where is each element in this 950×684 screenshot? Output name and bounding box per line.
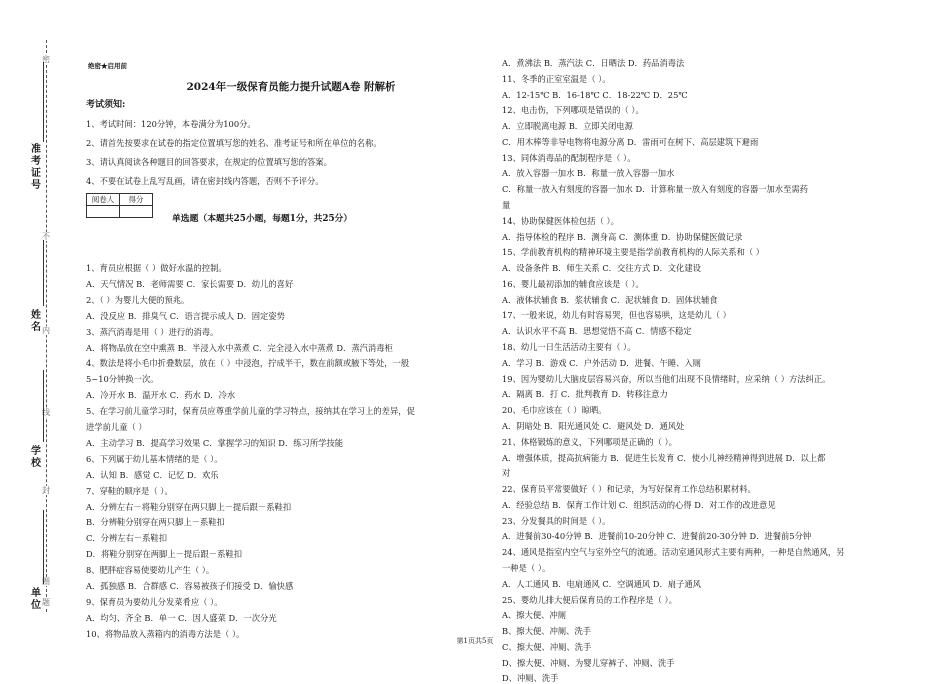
question-line: A．液体状辅食 B．浆状辅食 C．泥状辅食 D．固体状辅食 bbox=[502, 294, 718, 305]
question-line: 6、下列属于幼儿基本情绪的是（ ）。 bbox=[86, 453, 223, 464]
question-line: 24、通风是指室内空气与室外空气的流通。活动室通风形式主要有两种，一种是自然通风，另 bbox=[502, 547, 845, 558]
question-line: A．煮沸法 B．蒸汽法 C．日晒法 D．药品消毒法 bbox=[502, 58, 685, 68]
score-table-score-blank[interactable] bbox=[120, 206, 153, 218]
question-line: A．经验总结 B．保育工作计划 C．组织活动的心得 D．对工作的改进意见 bbox=[502, 499, 776, 510]
question-line: A．隔离 B．打 C．批判教育 D．转移注意力 bbox=[502, 389, 668, 400]
question-line: A．人工通风 B．电扇通风 C．空调通风 D．扇子通风 bbox=[502, 578, 701, 589]
question-line: A．均匀、齐全 B．单一 C．因人盛菜 D．一次分光 bbox=[86, 612, 277, 623]
section-heading: 单选题（本题共25小题，每题1分，共25分） bbox=[172, 214, 353, 224]
question-line: 5~10分钟换一次。 bbox=[86, 374, 159, 385]
name-line bbox=[43, 240, 44, 306]
question-line: A．分辨左右－将鞋分别穿在两只脚上－提后跟－系鞋扣 bbox=[86, 501, 292, 512]
question-line: A．指导体检的程序 B．测身高 C．测体重 D．协助保健医做记录 bbox=[502, 231, 743, 242]
question-line: A．学习 B．游戏 C．户外活动 D．进餐、午睡、入厕 bbox=[502, 357, 701, 368]
question-line: A．没反应 B．排臭气 C．语言提示成人 D．固定姿势 bbox=[86, 310, 285, 321]
question-line: 18、幼儿一日生活活动主要有（ ）。 bbox=[502, 342, 636, 353]
question-line: A．认识水平不高 B．思想觉悟不高 C．情感不稳定 bbox=[502, 326, 692, 337]
question-line: A．天气情况 B．老师需要 C．家长需要 D．幼儿的喜好 bbox=[86, 278, 294, 289]
notice-item: 4、不要在试卷上乱写乱画，请在密封线内答题，否则不予评分。 bbox=[86, 176, 324, 186]
score-table-reviewer-blank[interactable] bbox=[87, 206, 120, 218]
question-line: 3、蒸汽消毒是用（ ）进行的消毒。 bbox=[86, 326, 219, 337]
notice-item: 3、请认真阅读各种题目的回答要求，在规定的位置填写您的答案。 bbox=[86, 157, 332, 167]
question-line: 7、穿鞋的顺序是（ ）。 bbox=[86, 485, 173, 496]
question-line: C．用木棒等非导电物将电源分离 D．雷雨可在树下、高层建筑下避雨 bbox=[502, 136, 759, 147]
question-line: 1、育员应根据（ ）做好水温的控制。 bbox=[86, 263, 227, 273]
question-line: A．12-15℃ B．16-18℃ C．18-22℃ D．25℃ bbox=[502, 89, 688, 100]
score-table-reviewer: 阅卷人 bbox=[87, 194, 120, 206]
exam-number-line bbox=[43, 62, 44, 142]
seal-mark-feng: 封 bbox=[42, 486, 50, 495]
question-line: 4、数法是将小毛巾折叠数层，放在（ ）中浸泡，拧成半干，数在前额或腋下等处，一般 bbox=[86, 358, 410, 369]
question-line: 9、保育员为要幼儿分发菜肴应（ ）。 bbox=[86, 596, 223, 607]
question-line: 12、电击伤，下列哪项是错误的（ ）。 bbox=[502, 105, 644, 116]
seal-mark-ti: 题 bbox=[42, 598, 50, 607]
seal-mark-mi: 密 bbox=[42, 55, 50, 64]
seal-mark-nei: 内 bbox=[42, 326, 50, 335]
question-line: D．将鞋分别穿在两脚上－提后跟－系鞋扣 bbox=[86, 549, 242, 560]
seal-mark-xian: 线 bbox=[42, 408, 50, 417]
question-line: 23、分发餐具的时间是（ ）。 bbox=[502, 515, 611, 526]
question-line: A．立即脱离电源 B．立即关闭电源 bbox=[502, 121, 633, 132]
page-footer: 第1页共5页 bbox=[456, 637, 494, 645]
page-title: 2024年一级保育员能力提升试题A卷 附解析 bbox=[186, 81, 396, 93]
question-line: 16、婴儿最初添加的辅食应该是（ ）。 bbox=[502, 278, 644, 289]
question-line: A．增强体质，提高抗病能力 B．促进生长发育 C．使小儿神经精神得到进展 D．以上都 bbox=[502, 452, 826, 463]
question-line: 25、婴幼儿排大便后保育员的工作程序是（ ）。 bbox=[502, 594, 677, 605]
question-line: 22、保育员平常要做好（ ）和记录，为写好保育工作总结积累材料。 bbox=[502, 484, 756, 495]
label-unit: 单位 bbox=[31, 588, 41, 611]
question-line: C．分辨左右－系鞋扣 bbox=[86, 533, 168, 544]
question-line: C、擦大便、冲厕、洗手 bbox=[502, 641, 592, 652]
question-line: A．进餐前30-40分钟 B．进餐前10-20分钟 C．进餐前20-30分钟 D．进餐前5分钟 bbox=[502, 531, 812, 542]
question-line: B、擦大便、冲厕、洗手 bbox=[502, 626, 592, 637]
score-table bbox=[86, 193, 153, 218]
question-line: A．主动学习 B．提高学习效果 C．掌握学习的知识 D．练习所学技能 bbox=[86, 437, 344, 448]
question-line: A．放入容器一加水 B．称量一放入容器一加水 bbox=[502, 168, 675, 179]
question-line: A．阴暗处 B．阳光通风处 C．避风处 D．通风处 bbox=[502, 420, 685, 431]
question-line: D、冲厕、洗手 bbox=[502, 673, 559, 684]
question-line: A．孤独感 B．合群感 C．容易被孩子们接受 D．愉快感 bbox=[86, 581, 294, 591]
question-line: 量 bbox=[502, 200, 511, 211]
seal-mark-bu: 不 bbox=[42, 232, 50, 241]
label-exam-number: 准考证号 bbox=[31, 144, 41, 191]
question-line: 一种是（ ）。 bbox=[502, 562, 551, 573]
unit-line bbox=[43, 510, 44, 584]
notice-heading: 考试须知: bbox=[86, 100, 126, 110]
question-line: 11、冬季的正室室温是（ ）。 bbox=[502, 73, 611, 84]
question-line: 2、（ ）为婴儿大便的预兆。 bbox=[86, 294, 190, 305]
notice-item: 2、请首先按要求在试卷的指定位置填写您的姓名、准考证号和所在单位的名称。 bbox=[86, 138, 382, 148]
question-line: 17、一般来说，幼儿有时容易哭，但也容易哄，这是幼儿（ ） bbox=[502, 310, 731, 321]
question-line: 14、协助保健医体检包括（ ）。 bbox=[502, 215, 619, 226]
secret-mark: 绝密★启用前 bbox=[88, 62, 127, 70]
question-line: A．认知 B．感觉 C．记忆 D．欢乐 bbox=[86, 469, 219, 480]
question-line: 15、学前教育机构的精神环境主要是指学前教育机构的人际关系和（ ） bbox=[502, 247, 765, 258]
question-line: 19、因为婴幼儿大脑皮层容易兴奋，所以当他们出现不良情绪时，应采纳（ ）方法纠正。 bbox=[502, 373, 831, 384]
score-table-score: 得分 bbox=[120, 194, 153, 206]
question-line: 进学前儿童（ ） bbox=[86, 422, 147, 432]
question-line: C．称量一放入有刻度的容器一加水 D．计算称量一放入有刻度的容器一加水至需药 bbox=[502, 184, 809, 195]
question-line: 10、将物品放入蒸箱内的消毒方法是（ ）。 bbox=[86, 628, 245, 639]
question-line: D、擦大便、冲厕、为婴儿穿裤子、冲厕、洗手 bbox=[502, 657, 675, 668]
question-line: 20、毛巾应该在（ ）晾晒。 bbox=[502, 405, 607, 416]
label-school: 学校 bbox=[31, 446, 41, 469]
question-line: 8、肥胖症容易使要幼儿产生（ ）。 bbox=[86, 565, 215, 576]
question-line: A．冷开水 B．温开水 C．药水 D．冷水 bbox=[86, 390, 236, 401]
question-line: A、擦大便、冲厕 bbox=[502, 610, 567, 621]
question-line: A．设备条件 B．师生关系 C．交往方式 D．文化建设 bbox=[502, 263, 701, 274]
question-line: B．分辨鞋分别穿在两只脚上－系鞋扣 bbox=[86, 517, 225, 528]
question-line: 21、体格锻炼的意义，下列哪项是正确的（ ）。 bbox=[502, 436, 677, 447]
question-line: 5、在学习前儿童学习时，保育员应尊重学前儿童的学习特点，接纳其在学习上的差异，促 bbox=[86, 406, 415, 417]
school-line bbox=[43, 370, 44, 442]
question-line: A．将物品放在空中熏蒸 B．半浸入水中蒸煮 C．完全浸入水中蒸煮 D．蒸汽消毒柜 bbox=[86, 342, 393, 353]
question-line: 13、同体消毒品的配制程序是（ ）。 bbox=[502, 152, 636, 163]
seal-mark-quan: 圈 bbox=[42, 577, 50, 586]
notice-item: 1、考试时间：120分钟，本卷满分为100分。 bbox=[86, 119, 256, 129]
label-name: 姓名 bbox=[31, 310, 41, 333]
binding-margin bbox=[0, 0, 70, 671]
question-line: 对 bbox=[502, 468, 511, 479]
